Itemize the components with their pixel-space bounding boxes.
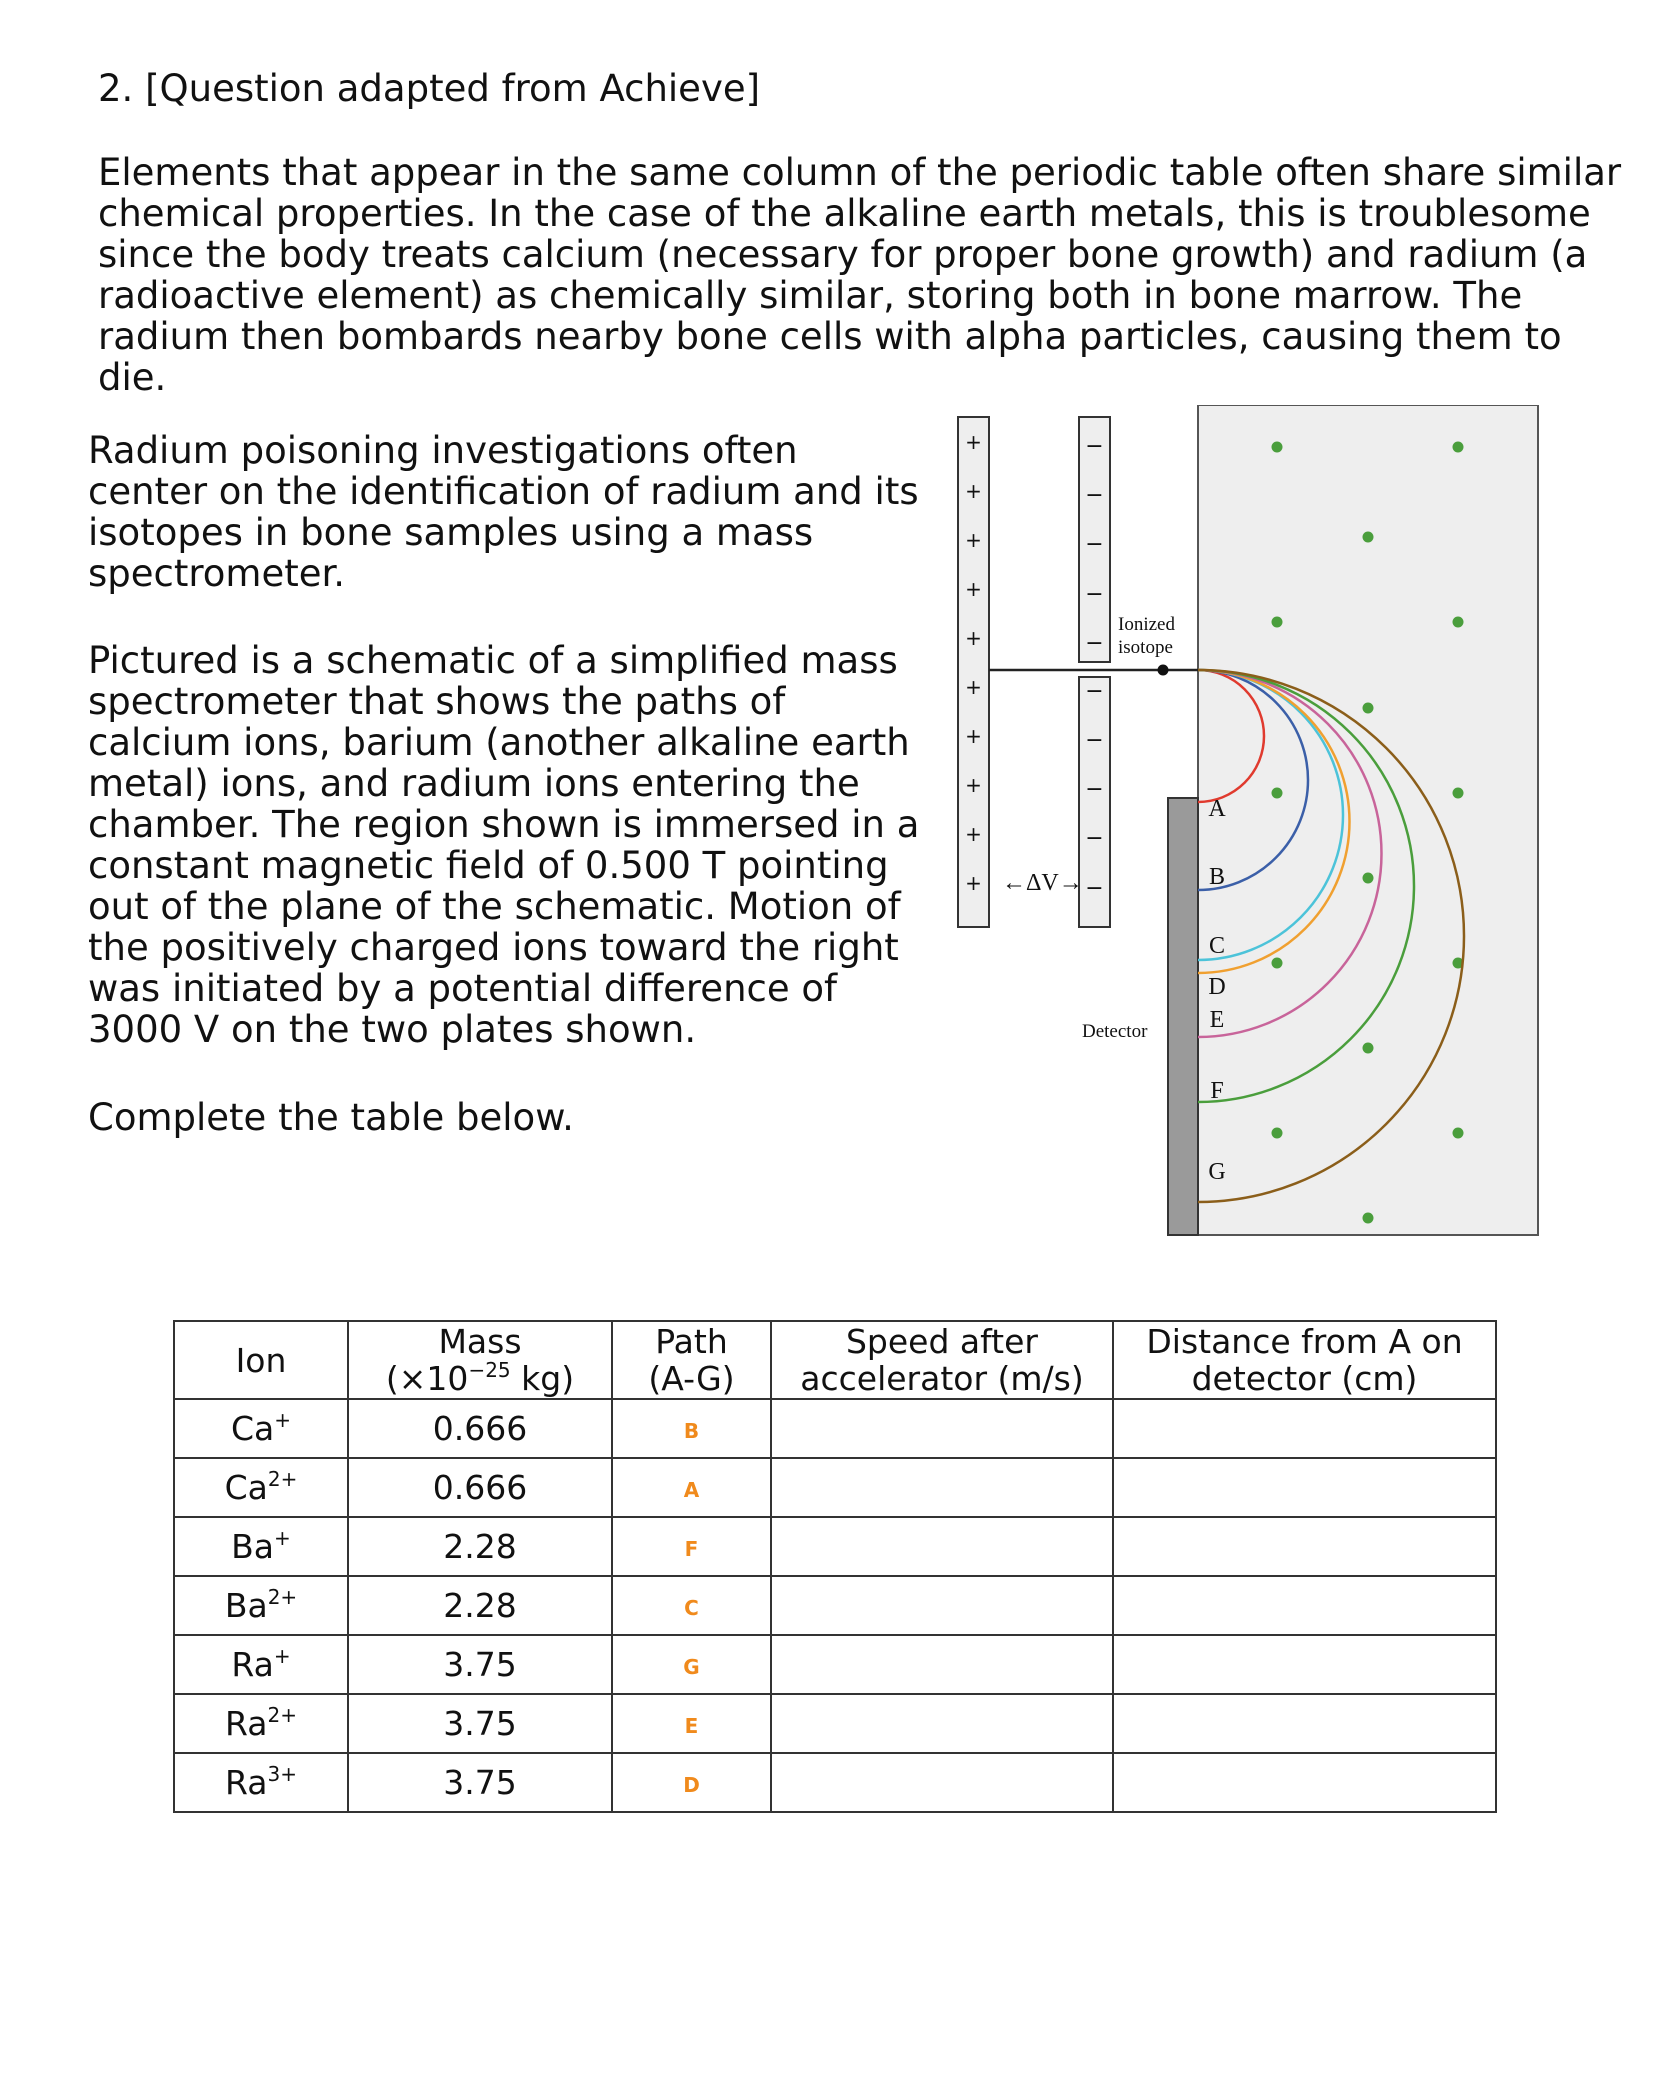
field-dot — [1272, 442, 1283, 453]
table-row — [174, 1694, 1496, 1753]
field-dot — [1363, 1213, 1374, 1224]
minus-sign: − — [1085, 483, 1104, 508]
path-label-d: D — [1208, 974, 1226, 1000]
path-label-b: B — [1208, 864, 1226, 890]
ionized-label: Ionized — [1118, 614, 1175, 635]
speed-cell[interactable] — [771, 1399, 1113, 1458]
header-distance: Distance from A on detector (cm) — [1113, 1321, 1496, 1399]
distance-cell[interactable] — [1113, 1458, 1496, 1517]
magnetic-field-chamber — [1198, 405, 1538, 1235]
path-cell: C — [612, 1576, 771, 1635]
table-row — [174, 1576, 1496, 1635]
mass-cell: 0.666 — [348, 1399, 612, 1458]
speed-cell[interactable] — [771, 1517, 1113, 1576]
table-row — [174, 1517, 1496, 1576]
instruction-text: Complete the table below. — [88, 1096, 574, 1139]
distance-cell[interactable] — [1113, 1576, 1496, 1635]
table-row — [174, 1458, 1496, 1517]
question-heading: 2. [Question adapted from Achieve] — [98, 67, 761, 110]
mass-cell: 3.75 — [348, 1694, 612, 1753]
path-cell: B — [612, 1399, 771, 1458]
path-label-a: A — [1208, 796, 1226, 822]
plus-sign: + — [965, 577, 982, 601]
minus-sign: − — [1085, 679, 1104, 704]
plus-sign: + — [965, 626, 982, 650]
ionized-isotope-dot — [1158, 665, 1169, 676]
ion-cell: $Ca^{2+}$ — [174, 1458, 348, 1517]
path-label-f: F — [1210, 1078, 1224, 1104]
path-cell: D — [612, 1753, 771, 1812]
minus-sign: − — [1085, 728, 1104, 753]
field-dot — [1363, 1043, 1374, 1054]
radium-investigation-paragraph: Radium poisoning investigations often center on the identification of radium and its isotopes in bone samples using a mass spectrometer. — [88, 429, 919, 595]
plus-sign: + — [965, 724, 982, 748]
mass-cell: 2.28 — [348, 1517, 612, 1576]
header-ion: Ion — [174, 1321, 348, 1399]
path-cell: F — [612, 1517, 771, 1576]
distance-cell[interactable] — [1113, 1694, 1496, 1753]
isotope-label: isotope — [1118, 637, 1173, 658]
plus-sign: + — [965, 675, 982, 699]
field-dot — [1272, 1128, 1283, 1139]
plus-sign: + — [965, 430, 982, 454]
field-dot — [1272, 788, 1283, 799]
path-cell: G — [612, 1635, 771, 1694]
field-dot — [1363, 703, 1374, 714]
minus-sign: − — [1085, 631, 1104, 656]
table-row — [174, 1399, 1496, 1458]
plus-sign: + — [965, 773, 982, 797]
field-dot — [1363, 873, 1374, 884]
ion-cell: $Ba^{2+}$ — [174, 1576, 348, 1635]
header-mass: Mass ($\times 10^{-25}$ kg) — [348, 1321, 612, 1399]
plus-sign: + — [965, 871, 982, 895]
distance-cell[interactable] — [1113, 1635, 1496, 1694]
field-dot — [1453, 617, 1464, 628]
speed-cell[interactable] — [771, 1694, 1113, 1753]
path-cell: E — [612, 1694, 771, 1753]
spectrometer-description-paragraph: Pictured is a schematic of a simplified mass spectrometer that shows the paths of calcium ions, barium (another alkaline earth metal) ions, and radium ions entering the chamber. The region shown is immersed in a constant magnetic field of 0.500 T pointing out of the plane of the schematic. Motion of the positively charged ions toward the right was initiated by a potential difference of 3000 V on the two plates shown. — [88, 639, 920, 1051]
mass-cell: 3.75 — [348, 1753, 612, 1812]
plus-sign: + — [965, 479, 982, 503]
speed-cell[interactable] — [771, 1635, 1113, 1694]
ion-cell: $Ra^{3+}$ — [174, 1753, 348, 1812]
minus-sign: − — [1085, 532, 1104, 557]
header-speed: Speed after accelerator (m/s) — [771, 1321, 1113, 1399]
mass-spectrometer-diagram — [955, 405, 1555, 1265]
detector-bar — [1168, 798, 1198, 1235]
field-dot — [1272, 958, 1283, 969]
path-label-c: C — [1208, 933, 1226, 959]
speed-cell[interactable] — [771, 1753, 1113, 1812]
intro-paragraph: Elements that appear in the same column of the periodic table often share similar chemical properties. In the case of the alkaline earth metals, this is troublesome since the body treats calcium (necessary for proper bone growth) and radium (a radioactive element) as chemically similar, storing both in bone marrow. The radium then bombards nearby bone cells with alpha particles, causing them to die. — [98, 151, 1622, 399]
field-dot — [1453, 788, 1464, 799]
path-cell: A — [612, 1458, 771, 1517]
field-dot — [1453, 442, 1464, 453]
distance-cell[interactable] — [1113, 1517, 1496, 1576]
table-header-row — [174, 1321, 1496, 1399]
ion-cell: Ca+ — [174, 1399, 348, 1458]
path-label-g: G — [1208, 1159, 1226, 1185]
mass-cell: 0.666 — [348, 1458, 612, 1517]
field-dot — [1272, 617, 1283, 628]
detector-label: Detector — [1082, 1021, 1148, 1042]
mass-cell: 2.28 — [348, 1576, 612, 1635]
minus-sign: − — [1085, 777, 1104, 802]
minus-sign: − — [1085, 582, 1104, 607]
speed-cell[interactable] — [771, 1576, 1113, 1635]
distance-cell[interactable] — [1113, 1753, 1496, 1812]
ion-cell: Ba+ — [174, 1517, 348, 1576]
plus-sign: + — [965, 822, 982, 846]
speed-cell[interactable] — [771, 1458, 1113, 1517]
minus-sign: − — [1085, 826, 1104, 851]
plus-sign: + — [965, 528, 982, 552]
table-row — [174, 1753, 1496, 1812]
ion-cell: $Ra^{2+}$ — [174, 1694, 348, 1753]
minus-sign: − — [1085, 434, 1104, 459]
path-label-e: E — [1209, 1007, 1225, 1033]
header-path: Path (A-G) — [612, 1321, 771, 1399]
table-row — [174, 1635, 1496, 1694]
mass-cell: 3.75 — [348, 1635, 612, 1694]
plate-minus-signs — [1085, 434, 1103, 901]
ion-cell: Ra+ — [174, 1635, 348, 1694]
delta-v-label: ←ΔV→ — [1002, 870, 1083, 896]
field-dot — [1363, 532, 1374, 543]
results-table — [173, 1320, 1497, 1813]
minus-sign: − — [1085, 876, 1104, 901]
distance-cell[interactable] — [1113, 1399, 1496, 1458]
field-dot — [1453, 1128, 1464, 1139]
